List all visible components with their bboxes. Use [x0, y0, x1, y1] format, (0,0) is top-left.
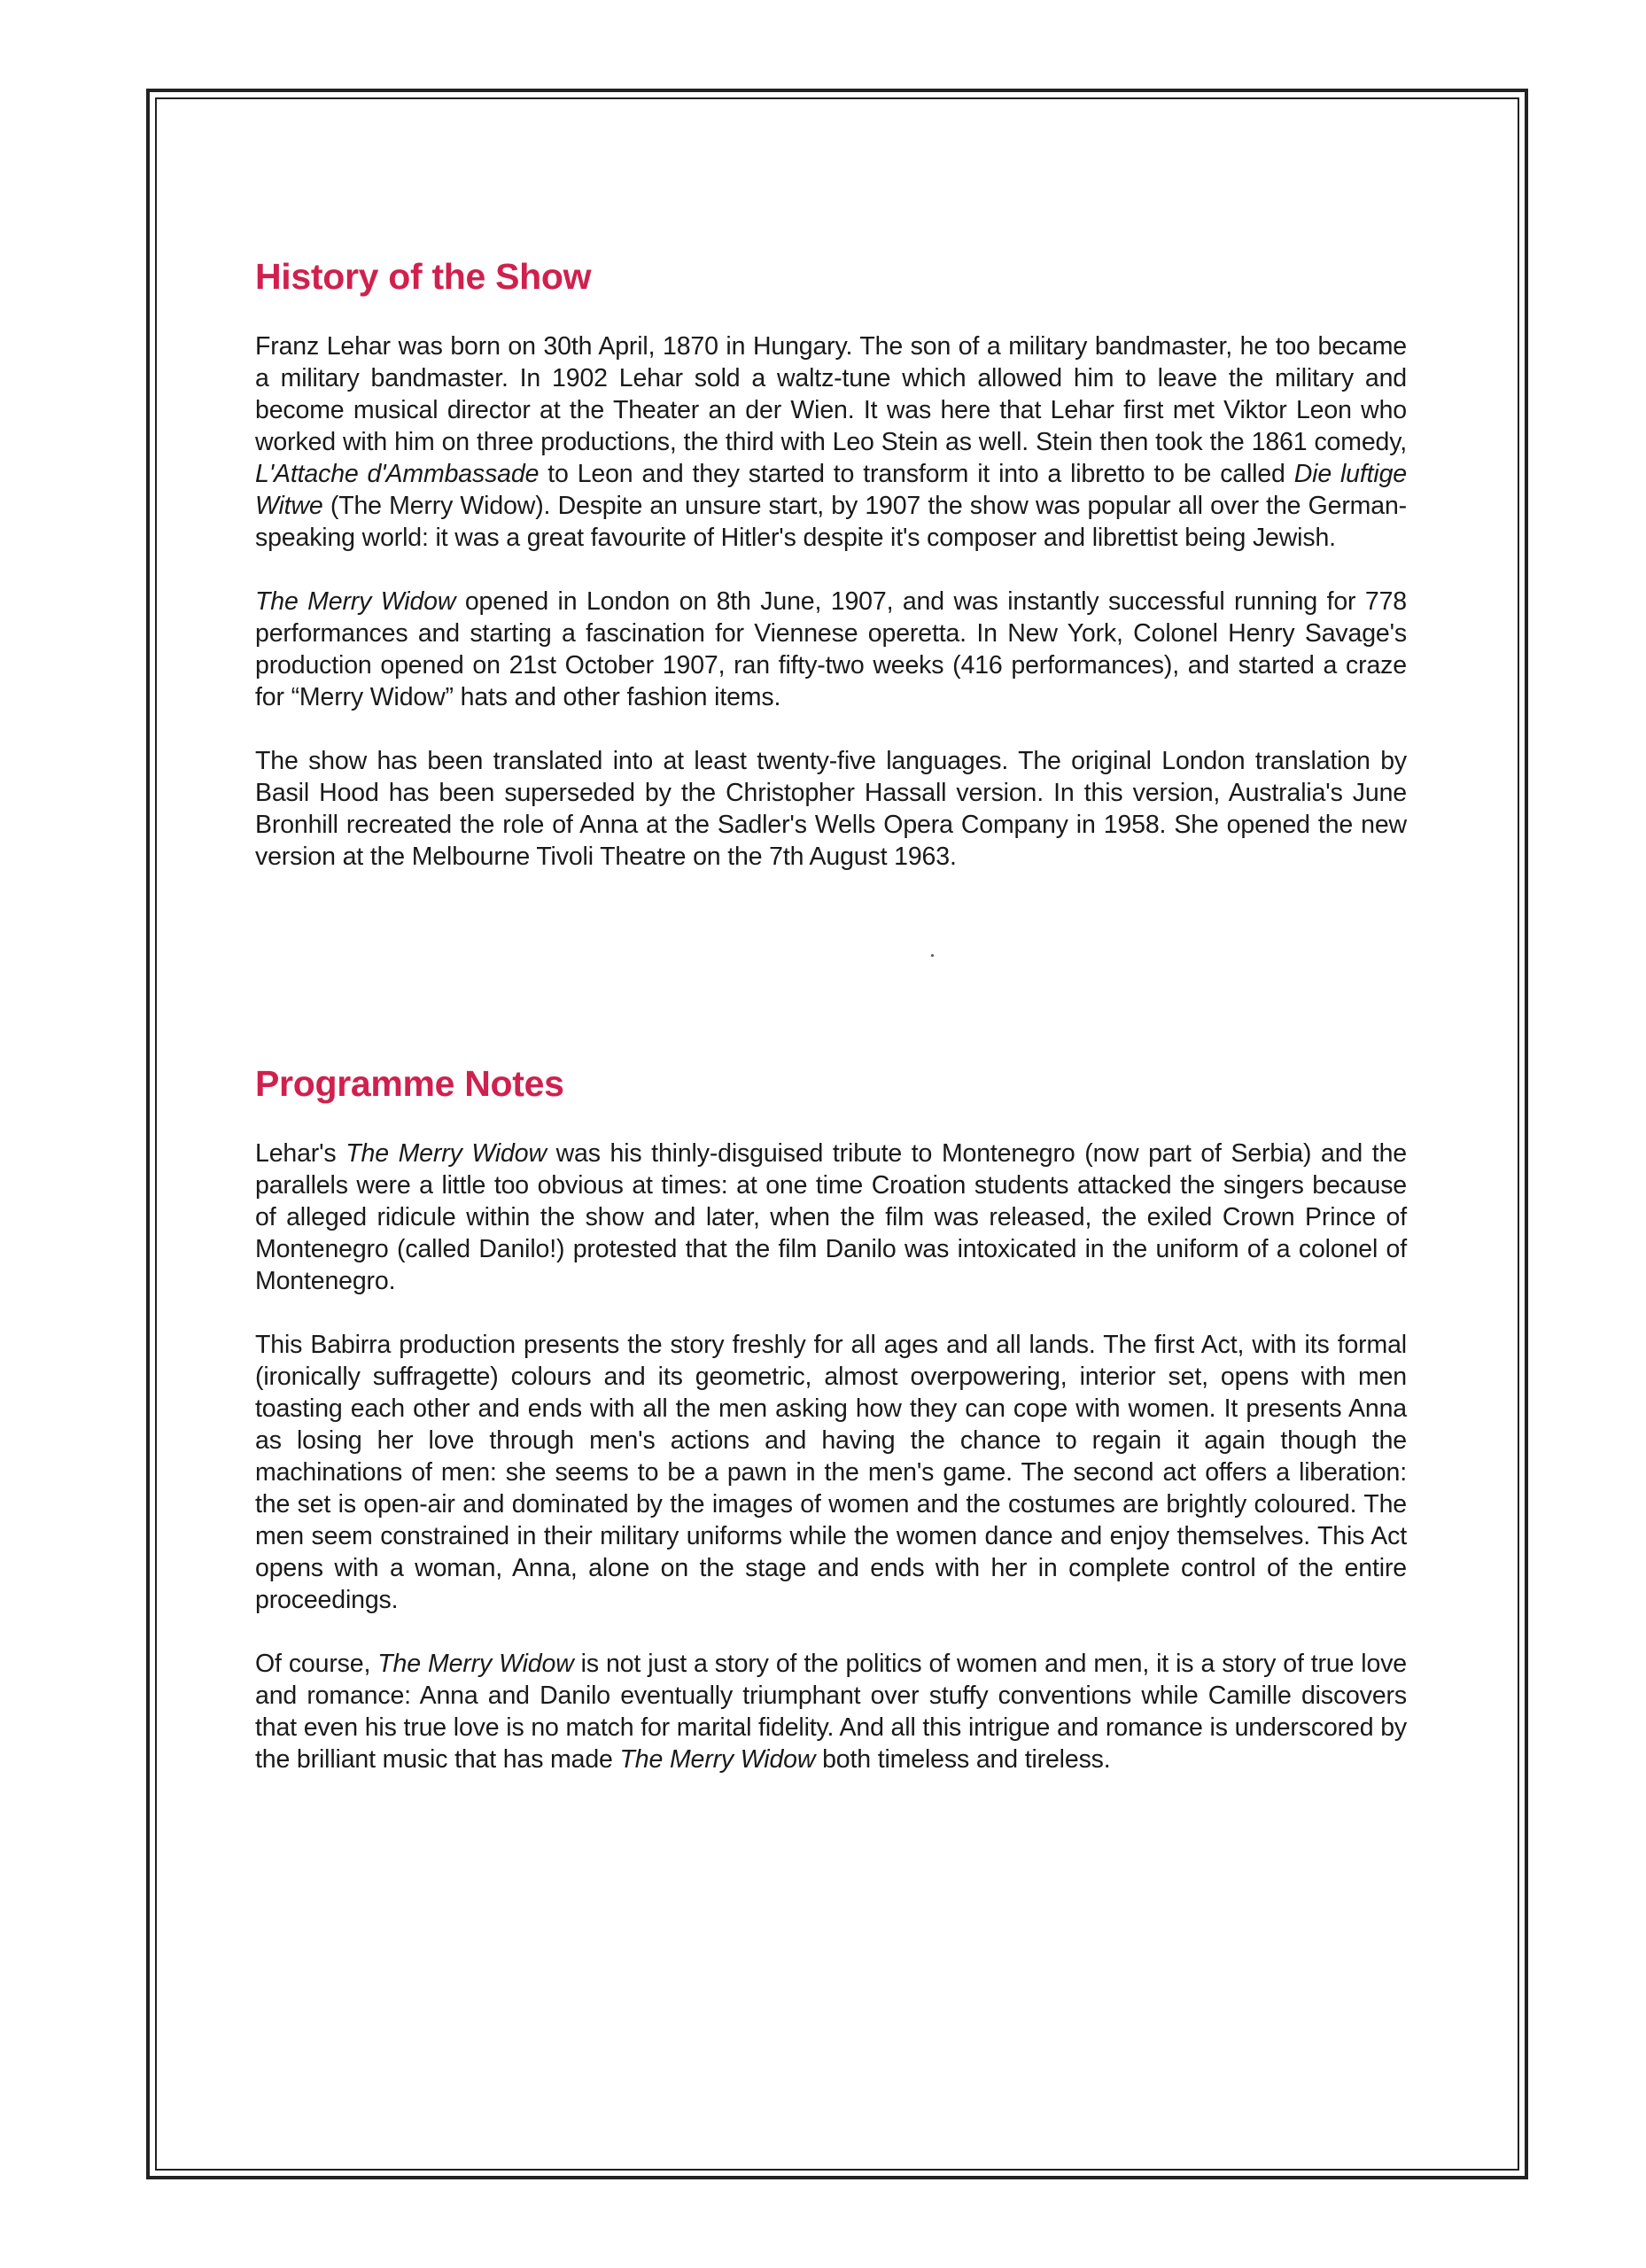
document-body: [255, 255, 1407, 1807]
italic-title-text: The Merry Widow: [377, 1650, 574, 1679]
italic-title-text: The Merry Widow: [346, 1139, 547, 1169]
paragraph-text: was his thinly-disguised tribute to Montenegro (now part of Serbia) and the parallels were a little too obvious at times: at one time Croation students attacked the singers because of alleged ridicule within the show and later, when the film was released, the exiled Crown Prince of Montenegro (called Danilo!) protested that the film Danilo was intoxicated in the uniform of a colonel of Montenegro.: [255, 1139, 1407, 1296]
italic-title-text: L'Attache d'Ammbassade: [255, 460, 540, 489]
programme-notes-paragraph-2: [255, 1329, 1407, 1616]
history-section: [255, 255, 1407, 873]
programme-notes-paragraph-3: [255, 1648, 1407, 1775]
section-gap: [255, 905, 1407, 1062]
italic-title-text: The Merry Widow: [255, 587, 456, 617]
paragraph-text: Lehar's: [255, 1139, 346, 1169]
programme-notes-paragraph-1: [255, 1138, 1407, 1297]
programme-notes-section: [255, 1062, 1407, 1775]
paragraph-text: The show has been translated into at least twenty-five languages. The original London translation by Basil Hood has been superseded by the Christopher Hassall version. In this version, Australia's June Bronhill recreated the role of Anna at the Sadler's Wells Opera Company in 1958. She opened the new version at the Melbourne Tivoli Theatre on the 7th August 1963.: [255, 747, 1407, 872]
paragraph-text: is not just a story of the politics of women and men, it is a story of true love and romance: Anna and Danilo eventually triumphant over stuffy conventions while Camille discovers that even his true love is no match for marital fidelity. And all this intrigue and romance is underscored by the brilliant music that has made: [255, 1650, 1407, 1775]
history-paragraph-3: [255, 745, 1407, 873]
italic-title-text: Die luftige Witwe: [255, 460, 1407, 521]
programme-notes-heading: Programme Notes: [255, 1063, 564, 1105]
paragraph-text: Franz Lehar was born on 30th April, 1870 in Hungary. The son of a military bandmaster, he too became a military bandmaster. In 1902 Lehar sold a waltz-tune which allowed him to leave the military and become musical director at the Theater an der Wien. It was here that Lehar first met Viktor Leon who worked with him on three productions, the third with Leo Stein as well. Stein then took the 1861 comedy,: [255, 332, 1407, 457]
paragraph-text: (The Merry Widow). Despite an unsure start, by 1907 the show was popular all over the German-speaking world: it was a great favourite of Hitler's despite it's composer and librettist being Jewish.: [255, 492, 1407, 553]
italic-title-text: The Merry Widow: [619, 1745, 816, 1775]
paragraph-text: Of course,: [255, 1650, 378, 1679]
history-paragraph-2: [255, 586, 1407, 713]
paragraph-text: opened in London on 8th June, 1907, and was instantly successful running for 778 performances and starting a fascination for Viennese operetta. In New York, Colonel Henry Savage's production opened on 21st October 1907, ran fifty-two weeks (416 performances), and started a craze for “Merry Widow” hats and other fashion items.: [255, 587, 1407, 712]
history-paragraph-1: [255, 330, 1407, 554]
paragraph-text: This Babirra production presents the story freshly for all ages and all lands. The first Act, with its formal (ironically suffragette) colours and its geometric, almost overpowering, interior set, opens with men toasting each other and ends with all the men asking how they can cope with women. It presents Anna as losing her love through men's actions and having the chance to regain it again though the machinations of men: she seems to be a pawn in the men's game. The second act offers a liberation: the set is open-air and dominated by the images of women and the costumes are brightly coloured. The men seem constrained in their military uniforms while the women dance and enjoy themselves. This Act opens with a woman, Anna, alone on the stage and ends with her in complete control of the entire proceedings.: [255, 1331, 1407, 1615]
paragraph-text: both timeless and tireless.: [815, 1745, 1111, 1775]
history-heading: History of the Show: [255, 256, 592, 297]
paragraph-text: to Leon and they started to transform it into a libretto to be called: [539, 460, 1294, 489]
